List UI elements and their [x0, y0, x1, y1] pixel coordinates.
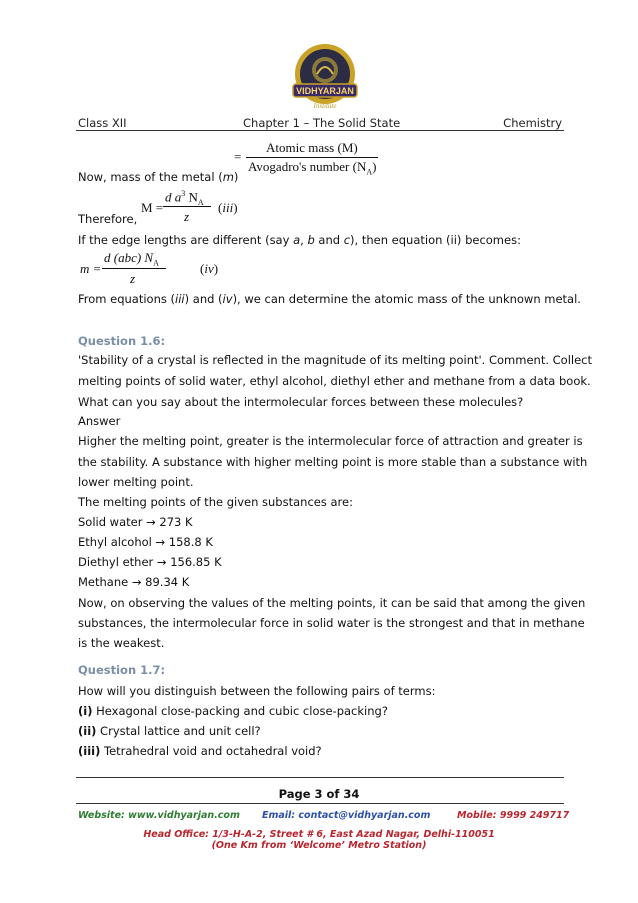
- eq3-numerator: d (abc) $N_A$: [104, 250, 159, 268]
- footer-landmark: (One Km from ‘Welcome’ Metro Station): [211, 840, 427, 851]
- eq2-tag: (iii): [218, 200, 238, 215]
- footer-divider-bottom: [76, 803, 564, 804]
- line-mass-of-metal: Now, mass of the metal (m): [78, 170, 239, 184]
- q17-item: (i) Hexagonal close-packing and cubic close-packing?: [78, 704, 388, 718]
- svg-text:Institute: Institute: [313, 102, 337, 110]
- q16-conclusion-line: is the weakest.: [78, 636, 165, 650]
- eq3-tag: (iv): [200, 261, 219, 276]
- header-subject: Chemistry: [503, 116, 562, 130]
- header-chapter: Chapter 1 – The Solid State: [243, 116, 401, 130]
- q17-intro: How will you distinguish between the following pairs of terms:: [78, 684, 436, 698]
- line-from-equations: From equations (iii) and (iv), we can determine the atomic mass of the unknown metal.: [78, 292, 581, 306]
- q16-question-line: melting points of solid water, ethyl alcohol, diethyl ether and methane from a data book.: [78, 374, 591, 388]
- eq2-numerator: d $a^3$ $N_A$: [165, 189, 204, 207]
- q17-item: (iii) Tetrahedral void and octahedral void?: [78, 744, 322, 758]
- melting-point-item: Methane → 89.34 K: [78, 575, 190, 589]
- eq1-numerator: Atomic mass (M): [266, 140, 358, 155]
- q16-question-line: 'Stability of a crystal is reflected in the magnitude of its melting point'. Comment. Collect: [78, 353, 593, 367]
- melting-point-item: Solid water → 273 K: [78, 515, 193, 529]
- footer-website[interactable]: Website: www.vidhyarjan.com: [78, 810, 240, 821]
- q16-answer-line: Higher the melting point, greater is the intermolecular force of attraction and greater is: [78, 434, 583, 448]
- footer-mobile: Mobile: 9999 249717: [457, 810, 570, 821]
- melting-point-item: Diethyl ether → 156.85 K: [78, 555, 222, 569]
- footer-head-office: Head Office: 1/3-H-A-2, Street # 6, East Azad Nagar, Delhi-110051: [143, 829, 495, 840]
- page-header: [78, 116, 562, 130]
- page-number: Page 3 of 34: [278, 787, 360, 801]
- q16-question-line: What can you say about the intermolecular forces between these molecules?: [78, 395, 524, 409]
- line-therefore: Therefore,: [78, 212, 138, 226]
- q16-answer-line: the stability. A substance with higher melting point is more stable than a substance with: [78, 455, 588, 469]
- vidhyarjan-institute-logo: [287, 40, 363, 116]
- line-edge-lengths: If the edge lengths are different (say a, b and c), then equation (ii) becomes:: [78, 233, 521, 247]
- header-class: Class XII: [78, 116, 127, 130]
- svg-text:VIDHYARJAN: VIDHYARJAN: [296, 86, 354, 96]
- q17-item: (ii) Crystal lattice and unit cell?: [78, 724, 261, 738]
- question-1-6-heading: Question 1.6:: [78, 334, 166, 348]
- header-divider: [76, 130, 564, 131]
- q16-conclusion-line: substances, the intermolecular force in solid water is the strongest and that in methane: [78, 616, 585, 630]
- eq1-denominator: Avogadro's number $(N_A)$: [248, 159, 377, 177]
- melting-point-item: Ethyl alcohol → 158.8 K: [78, 535, 213, 549]
- footer-email[interactable]: Email: contact@vidhyarjan.com: [262, 810, 431, 821]
- q16-answer-line: The melting points of the given substances are:: [78, 495, 353, 509]
- question-1-7-heading: Question 1.7:: [78, 663, 166, 677]
- q16-conclusion-line: Now, on observing the values of the melting points, it can be said that among the given: [78, 596, 586, 610]
- footer-divider-top: [76, 777, 564, 778]
- q16-answer-label: Answer: [78, 414, 121, 428]
- q16-answer-line: lower melting point.: [78, 475, 194, 489]
